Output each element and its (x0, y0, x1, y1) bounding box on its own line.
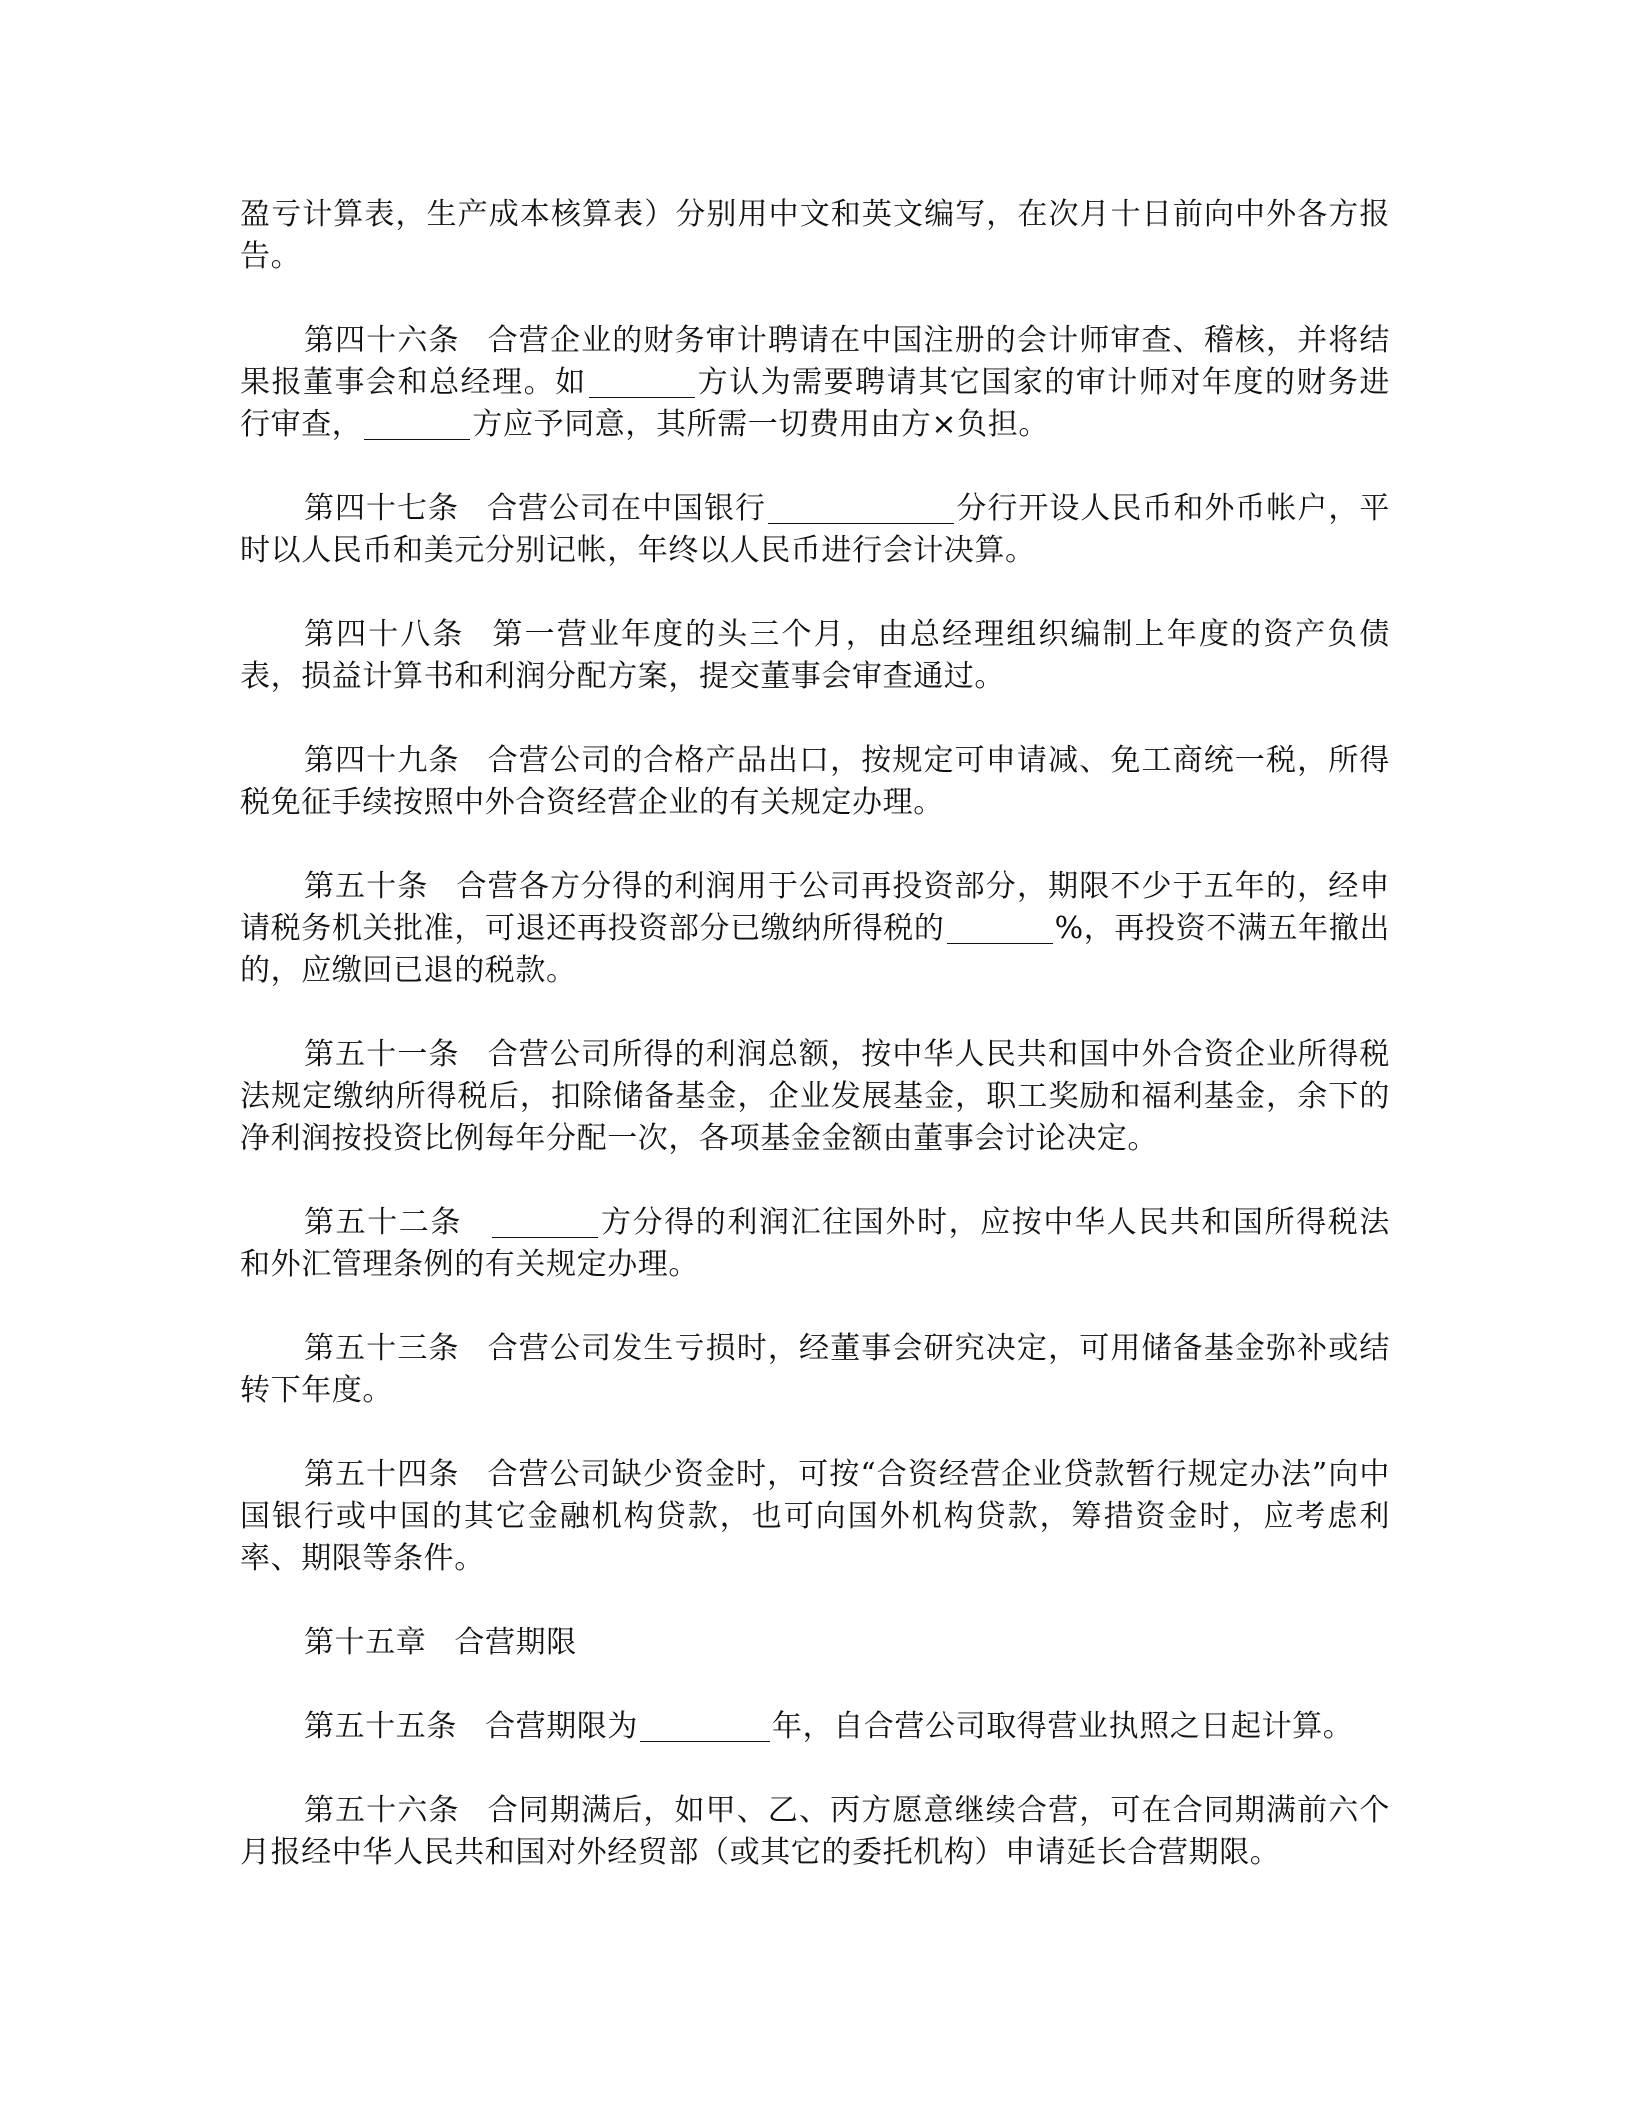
article-49-label: 第四十九条 (304, 743, 460, 778)
article-54-label: 第五十四条 (304, 1457, 460, 1492)
article-46-label: 第四十六条 (304, 323, 460, 358)
article-47-text-2: 分行开设人民币和外币帐户，平时以人民币和美元分别记帐，年终以人民币进行会计决算。 (240, 491, 1390, 568)
article-51-label: 第五十一条 (304, 1037, 460, 1072)
article-49 (240, 740, 1390, 824)
article-55 (240, 1706, 1390, 1748)
article-46-text-2: 方认为需要聘请其它国家的审计师对年度的财务进行审查， (240, 365, 1390, 442)
article-50-text-1: 合营各方分得的利润用于公司再投资部分，期限不少于五年的，经申请税务机关批准，可退还再投资部分已缴纳所得税的 (240, 869, 1391, 946)
document-page (240, 194, 1390, 1916)
article-53-text-1: 合营公司发生亏损时，经董事会研究决定，可用储备基金弥补或结转下年度。 (240, 1331, 1390, 1408)
blank-field (364, 409, 470, 440)
chapter-15-label: 第十五章 (304, 1625, 427, 1660)
article-51-text-1: 合营公司所得的利润总额，按中华人民共和国中外合资企业所得税法规定缴纳所得税后，扣除储备基金，企业发展基金，职工奖励和福利基金，余下的净利润按投资比例每年分配一次，各项基金金额由董事会讨论决定。 (240, 1037, 1390, 1156)
article-50-label: 第五十条 (304, 869, 429, 904)
article-54-text-1: 合营公司缺少资金时，可按“合资经营企业贷款暂行规定办法”向中国银行或中国的其它金融机构贷款，也可向国外机构贷款，筹措资金时，应考虑利率、期限等条件。 (240, 1457, 1390, 1576)
chapter-15-heading (240, 1622, 1390, 1664)
article-55-text-1: 合营期限为 (485, 1709, 638, 1744)
article-46-text-1: 合营企业的财务审计聘请在中国注册的会计师审查、稽核，并将结果报董事会和总经理。如 (240, 323, 1390, 400)
article-48 (240, 614, 1390, 698)
article-51 (240, 1034, 1390, 1160)
article-50 (240, 866, 1390, 992)
chapter-15-title: 合营期限 (454, 1625, 577, 1660)
article-47-label: 第四十七条 (304, 491, 459, 526)
article-53-label: 第五十三条 (304, 1331, 460, 1366)
article-49-text-1: 合营公司的合格产品出口，按规定可申请减、免工商统一税，所得税免征手续按照中外合资经营企业的有关规定办理。 (240, 743, 1390, 820)
article-52-label: 第五十二条 (304, 1205, 462, 1240)
article-47 (240, 488, 1390, 572)
intro-text: 盈亏计算表，生产成本核算表）分别用中文和英文编写，在次月十日前向中外各方报告。 (240, 197, 1390, 274)
article-50-text-2: %，再投资不满五年撤出的，应缴回已退的税款。 (240, 911, 1390, 988)
article-55-text-2: 年，自合营公司取得营业执照之日起计算。 (772, 1709, 1354, 1744)
blank-field (947, 913, 1053, 944)
blank-field (768, 493, 954, 524)
article-55-label: 第五十五条 (304, 1709, 457, 1744)
article-46 (240, 320, 1390, 446)
paragraph-intro (240, 194, 1390, 278)
article-46-text-3: 方应予同意，其所需一切费用由方×负担。 (472, 407, 1049, 442)
blank-field (589, 367, 695, 398)
article-52-text-1: 方分得的利润汇往国外时，应按中华人民共和国所得税法和外汇管理条例的有关规定办理。 (240, 1205, 1390, 1282)
article-56 (240, 1790, 1390, 1874)
article-56-text-1: 合同期满后，如甲、乙、丙方愿意继续合营，可在合同期满前六个月报经中华人民共和国对外经贸部（或其它的委托机构）申请延长合营期限。 (240, 1793, 1390, 1870)
article-48-label: 第四十八条 (304, 617, 465, 652)
article-53 (240, 1328, 1390, 1412)
blank-field (492, 1207, 598, 1238)
blank-field (640, 1711, 770, 1742)
article-47-text-1: 合营公司在中国银行 (487, 491, 766, 526)
article-56-label: 第五十六条 (304, 1793, 460, 1828)
article-48-text-1: 第一营业年度的头三个月，由总经理组织编制上年度的资产负债表，损益计算书和利润分配方案，提交董事会审查通过。 (240, 617, 1390, 694)
article-54 (240, 1454, 1390, 1580)
article-52 (240, 1202, 1390, 1286)
